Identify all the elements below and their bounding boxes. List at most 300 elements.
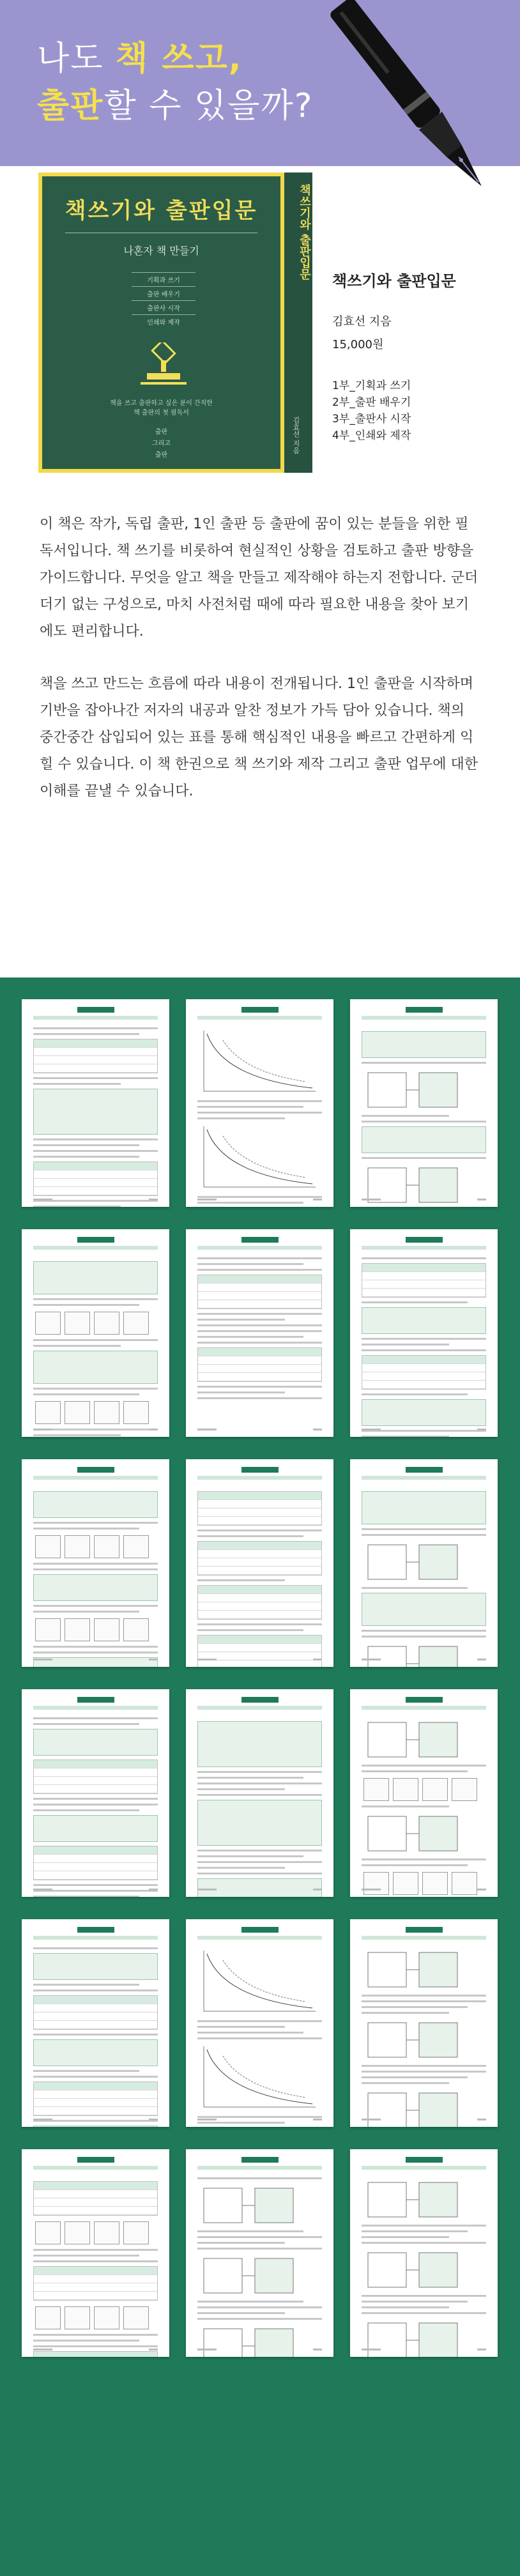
- highlight-box: [33, 1953, 158, 1980]
- sample-page-thumbnail: [186, 1229, 333, 1437]
- sample-page-body: [362, 1257, 486, 1418]
- text-line: [33, 1083, 121, 1085]
- sample-page-section-tag: [406, 1007, 443, 1013]
- text-line: [197, 1196, 322, 1198]
- sample-page-thumbnail: [22, 999, 169, 1207]
- sample-page-thumbnail: [22, 1229, 169, 1437]
- description-paragraph-1: 이 책은 작가, 독립 출판, 1인 출판 등 출판에 꿈이 있는 분들을 위한 필독서입니다. 책 쓰기를 비롯하여 현실적인 상황을 검토하고 출판 방향을 가이드합니다. 무엇을 알고 책을 만들고 제작해야 하는지 전합니다. 군더더기 없는 구성으로, 마치 사전처럼 때에 따라 필요한 내용을 찾아 보기에도 편리합니다.: [40, 516, 478, 640]
- text-line: [33, 1809, 139, 1811]
- text-line: [197, 2026, 285, 2028]
- sample-page-footer: [197, 2349, 322, 2350]
- sample-page-section-tag: [77, 1007, 114, 1013]
- sample-page-thumbnail: [186, 2149, 333, 2357]
- sample-page-body: [362, 1027, 486, 1188]
- text-line: [362, 2306, 449, 2308]
- text-line: [197, 2312, 285, 2314]
- sample-page-header-bar: [33, 1246, 158, 1250]
- text-line: [197, 1873, 322, 1874]
- sample-page-footer: [33, 1889, 158, 1890]
- text-line: [197, 2032, 303, 2034]
- highlight-box: [362, 1399, 486, 1426]
- table-block: [197, 1635, 322, 1667]
- sample-page-header-bar: [362, 1476, 486, 1480]
- text-line: [33, 1434, 121, 1436]
- text-line: [33, 2255, 139, 2257]
- headline: [37, 35, 313, 130]
- text-line: [197, 1788, 285, 1790]
- book-cover-image: [38, 172, 313, 473]
- text-line: [362, 2012, 449, 2014]
- text-line: [197, 2122, 285, 2124]
- cover-contents-list: [132, 272, 195, 328]
- table-block: [33, 2351, 158, 2357]
- figure-illustration: [362, 1068, 483, 1112]
- sample-page-body: [197, 1257, 322, 1418]
- text-line: [362, 2082, 449, 2084]
- text-line: [33, 1138, 158, 1140]
- text-line: [362, 1765, 486, 1767]
- curve-chart-figure: [197, 1027, 319, 1098]
- sample-page-footer: [197, 1429, 322, 1430]
- text-line: [33, 2340, 139, 2342]
- text-line: [197, 2242, 285, 2244]
- text-line: [33, 1393, 139, 1395]
- book-description: [40, 511, 480, 831]
- text-line: [197, 2230, 303, 2232]
- diagram-boxes: [33, 1616, 158, 1646]
- highlight-box: [197, 1800, 322, 1846]
- table-block: [33, 1995, 158, 2030]
- text-line: [33, 2260, 158, 2262]
- text-line: [33, 1652, 158, 1653]
- sample-page-body: [362, 1947, 486, 2108]
- text-line: [197, 1342, 322, 1344]
- sample-page-thumbnail: [22, 2149, 169, 2357]
- text-line: [33, 1528, 139, 1529]
- sample-page-header-bar: [362, 1706, 486, 1710]
- text-line: [362, 1805, 449, 1807]
- figure-illustration: [362, 1717, 483, 1762]
- sample-page-body: [33, 1947, 158, 2108]
- text-line: [197, 1100, 322, 1102]
- text-line: [197, 1579, 285, 1581]
- text-line: [33, 1206, 121, 1207]
- figure-illustration: [362, 2177, 483, 2222]
- text-line: [197, 1112, 322, 1114]
- text-line: [362, 2006, 468, 2008]
- cover-title: 책쓰기와 출판입문: [65, 198, 258, 224]
- table-block: [197, 1275, 322, 1309]
- sample-page-header-bar: [33, 2166, 158, 2170]
- description-paragraph-2: 책을 쓰고 만드는 흐름에 따라 내용이 전개됩니다. 1인 출판을 시작하며 기반을 잡아나간 저자의 내공과 알찬 정보가 가득 담아 있습니다. 책의 중간중간 삽입되어 있는 표를 통해 핵심적인 내용을 빠르고 간편하게 익힐 수 있습니다. 이 책 한권으로 책 쓰기와 제작 그리고 출판 업무에 대한 이해를 끝낼 수 있습니다.: [40, 676, 478, 799]
- sample-page-thumbnail: [350, 1459, 498, 1667]
- sample-page-header-bar: [33, 1706, 158, 1710]
- table-block: [33, 2082, 158, 2116]
- diagram-boxes: [33, 1310, 158, 1339]
- product-parts-list: [332, 378, 498, 444]
- table-block: [197, 1541, 322, 1575]
- text-line: [362, 2242, 486, 2244]
- text-line: [197, 1313, 322, 1315]
- table-block: [33, 2181, 158, 2216]
- sample-page-thumbnail: [186, 1689, 333, 1897]
- cover-list-item: 인쇄와 제작: [132, 314, 195, 328]
- text-line: [33, 2034, 158, 2035]
- sample-page-section-tag: [77, 1927, 114, 1933]
- sample-page-section-tag: [77, 1697, 114, 1703]
- sample-page-header-bar: [197, 1246, 322, 1250]
- sample-page-body: [197, 1947, 322, 2108]
- sample-page-header-bar: [33, 1016, 158, 1020]
- highlight-box: [33, 1089, 158, 1135]
- sample-page-thumbnail: [22, 1459, 169, 1667]
- text-line: [33, 1568, 158, 1570]
- highlight-box: [33, 1261, 158, 1294]
- figure-illustration: [362, 2248, 483, 2292]
- figure-illustration: [362, 1641, 483, 1667]
- text-line: [197, 1324, 322, 1326]
- sample-page-thumbnail: [350, 1689, 498, 1897]
- text-line: [197, 1794, 322, 1796]
- diagram-boxes: [33, 1533, 158, 1563]
- text-line: [197, 1336, 303, 1338]
- text-line: [362, 1995, 486, 1997]
- spine-author: 김효선 지음: [292, 416, 300, 454]
- text-line: [362, 1157, 486, 1159]
- text-line: [362, 2076, 468, 2078]
- text-line: [362, 1630, 486, 1632]
- sample-page-footer: [33, 1659, 158, 1660]
- text-line: [362, 2295, 486, 2297]
- text-line: [197, 1117, 285, 1119]
- text-line: [33, 1723, 139, 1725]
- product-author: 김효선 지음: [332, 315, 392, 328]
- text-line: [33, 1605, 158, 1607]
- diagram-boxes: [362, 1776, 486, 1805]
- part-item: 2부_출판 배우기: [332, 396, 411, 409]
- curve-chart-figure: [197, 1123, 319, 1193]
- sample-page-section-tag: [241, 1237, 279, 1243]
- highlight-box: [362, 1031, 486, 1058]
- sample-page-header-bar: [197, 1476, 322, 1480]
- text-line: [197, 1782, 322, 1784]
- table-block: [197, 1585, 322, 1620]
- sample-page-section-tag: [406, 1467, 443, 1473]
- figure-illustration: [362, 1811, 483, 1856]
- sample-page-body: [197, 2177, 322, 2338]
- sample-page-section-tag: [241, 2157, 279, 2163]
- curve-chart-figure: [197, 1947, 319, 2018]
- book-spine: [284, 172, 312, 473]
- cover-list-item: 출판 배우기: [132, 286, 195, 300]
- text-line: [362, 1528, 486, 1530]
- part-item: 4부_인쇄와 제작: [332, 429, 411, 442]
- text-line: [362, 1301, 468, 1303]
- sample-page-body: [33, 2177, 158, 2338]
- sample-page-header-bar: [362, 1246, 486, 1250]
- text-line: [33, 1388, 158, 1390]
- sample-page-section-tag: [406, 1237, 443, 1243]
- diagram-boxes: [33, 1399, 158, 1429]
- sample-page-header-bar: [197, 1936, 322, 1940]
- highlight-box: [33, 1729, 158, 1756]
- sample-page-footer: [197, 2119, 322, 2120]
- sample-page-body: [33, 1027, 158, 1188]
- text-line: [197, 1777, 303, 1779]
- text-line: [197, 1386, 322, 1388]
- highlight-box: [33, 1351, 158, 1384]
- headline-part2: 할 수 있을까?: [103, 87, 314, 125]
- text-line: [33, 2334, 158, 2336]
- sample-page-body: [33, 1487, 158, 1648]
- text-line: [33, 2076, 158, 2078]
- text-line: [197, 1263, 303, 1265]
- text-line: [197, 1257, 322, 1259]
- product-info: [332, 268, 498, 444]
- cover-list-item: 기획과 쓰기: [132, 272, 195, 286]
- text-line: [197, 1397, 322, 1399]
- sample-page-header-bar: [362, 2166, 486, 2170]
- sample-page-footer: [362, 1199, 486, 1200]
- text-line: [197, 2236, 322, 2238]
- text-line: [33, 2249, 158, 2251]
- sample-page-section-tag: [406, 1927, 443, 1933]
- sample-page-thumbnail: [186, 999, 333, 1207]
- sample-page-thumbnail: [350, 1229, 498, 1437]
- text-line: [33, 1646, 158, 1648]
- sample-page-thumbnail: [22, 1689, 169, 1897]
- highlight-box: [33, 1491, 158, 1518]
- figure-illustration: [362, 1947, 483, 1992]
- spine-title: 책쓰기와 출판입문: [298, 184, 311, 280]
- text-line: [197, 2037, 322, 2039]
- highlight-box: [33, 1574, 158, 1601]
- text-line: [362, 2236, 449, 2238]
- text-line: [362, 2312, 486, 2314]
- text-line: [33, 1033, 139, 1035]
- headline-highlight-1: 책 쓰고,: [116, 40, 243, 78]
- highlight-box: [33, 2126, 158, 2127]
- cover-tagline: [42, 399, 280, 418]
- text-line: [33, 1984, 139, 1986]
- text-line: [33, 1304, 139, 1306]
- text-line: [33, 1345, 121, 1347]
- text-line: [197, 1392, 285, 1393]
- text-line: [362, 1344, 449, 1346]
- text-line: [33, 1298, 158, 1300]
- sample-page-section-tag: [241, 1007, 279, 1013]
- cover-tagline-line2: 책 출판의 첫 필독서: [134, 410, 189, 417]
- text-line: [33, 1611, 139, 1613]
- figure-illustration: [362, 2318, 483, 2357]
- product-title: 책쓰기와 출판입문: [332, 272, 456, 290]
- figure-illustration: [197, 2324, 319, 2357]
- sample-page-body: [33, 1717, 158, 1878]
- text-line: [197, 2248, 322, 2250]
- figure-illustration: [197, 2253, 319, 2298]
- sample-page-footer: [33, 1429, 158, 1430]
- figure-illustration: [197, 2183, 319, 2228]
- sample-page-footer: [197, 1199, 322, 1200]
- text-line: [197, 2301, 303, 2303]
- sample-page-body: [197, 1487, 322, 1648]
- hero-section: [0, 0, 520, 939]
- text-line: [362, 1338, 486, 1340]
- text-line: [33, 1896, 139, 1897]
- sample-page-header-bar: [197, 1706, 322, 1710]
- text-line: [33, 2070, 139, 2072]
- text-line: [362, 1587, 468, 1589]
- sample-page-header-bar: [197, 1016, 322, 1020]
- sample-page-header-bar: [33, 1476, 158, 1480]
- text-line: [197, 1529, 322, 1531]
- part-item: 1부_기획과 쓰기: [332, 379, 411, 392]
- cover-keyword: 출판: [155, 429, 168, 436]
- text-line: [33, 1077, 158, 1079]
- text-line: [197, 2177, 322, 2179]
- text-line: [197, 1202, 303, 1204]
- sample-page-section-tag: [77, 2157, 114, 2163]
- text-line: [362, 2000, 486, 2002]
- text-line: [362, 1121, 486, 1123]
- text-line: [33, 1798, 158, 1800]
- text-line: [197, 2318, 322, 2320]
- figure-illustration: [362, 1540, 483, 1584]
- sample-page-section-tag: [406, 2157, 443, 2163]
- text-line: [362, 1859, 486, 1860]
- highlight-box: [362, 1307, 486, 1334]
- text-line: [33, 1884, 158, 1886]
- sample-page-thumbnail: [22, 1919, 169, 2127]
- highlight-box: [197, 1721, 322, 1767]
- text-line: [197, 1269, 322, 1271]
- cover-keyword: 출판: [155, 452, 168, 459]
- text-line: [197, 1623, 322, 1625]
- highlight-box: [362, 1491, 486, 1524]
- text-line: [362, 1534, 486, 1536]
- figure-illustration: [362, 2088, 483, 2127]
- sample-page-thumbnail: [350, 999, 498, 1207]
- part-item: 3부_출판사 시작: [332, 413, 411, 425]
- text-line: [33, 1027, 158, 1029]
- sample-page-header-bar: [362, 1016, 486, 1020]
- table-block: [362, 1263, 486, 1298]
- sample-page-footer: [362, 2119, 486, 2120]
- table-block: [197, 1347, 322, 1382]
- diagram-boxes: [33, 2220, 158, 2249]
- text-line: [33, 1717, 158, 1719]
- table-block: [33, 2266, 158, 2301]
- headline-part1: 나도: [37, 40, 116, 78]
- text-line: [197, 1850, 322, 1851]
- text-line: [197, 1330, 322, 1332]
- sample-page-footer: [33, 1199, 158, 1200]
- table-block: [33, 1846, 158, 1880]
- sample-page-section-tag: [406, 1697, 443, 1703]
- sample-page-footer: [33, 2349, 158, 2350]
- sample-page-header-bar: [33, 1936, 158, 1940]
- sample-page-header-bar: [197, 2166, 322, 2170]
- sample-page-section-tag: [241, 1467, 279, 1473]
- sample-page-footer: [362, 2349, 486, 2350]
- sample-page-body: [362, 1487, 486, 1648]
- text-line: [197, 2306, 322, 2308]
- text-line: [33, 1150, 158, 1152]
- sample-page-body: [33, 1257, 158, 1418]
- sample-page-footer: [362, 1429, 486, 1430]
- sample-page-thumbnail: [186, 1919, 333, 2127]
- text-line: [197, 1629, 303, 1631]
- text-line: [362, 1393, 468, 1395]
- table-block: [197, 1491, 322, 1526]
- text-line: [197, 2116, 322, 2118]
- text-line: [197, 1855, 303, 1857]
- curve-chart-figure: [197, 2043, 319, 2113]
- cover-keywords: [42, 427, 280, 461]
- text-line: [362, 2301, 468, 2303]
- text-line: [33, 1804, 158, 1805]
- text-line: [33, 1339, 158, 1341]
- text-line: [362, 2065, 486, 2067]
- text-line: [33, 1947, 158, 1949]
- text-line: [362, 1349, 486, 1351]
- sample-page-thumbnail: [186, 1459, 333, 1667]
- table-block: [362, 1355, 486, 1390]
- text-line: [197, 2020, 322, 2022]
- highlight-box: [362, 1593, 486, 1626]
- sample-page-footer: [362, 1889, 486, 1890]
- highlight-box: [197, 1878, 322, 1897]
- sample-page-section-tag: [77, 1467, 114, 1473]
- text-line: [197, 1535, 303, 1537]
- sample-page-thumbnail: [350, 1919, 498, 2127]
- text-line: [362, 2230, 468, 2232]
- sample-page-body: [197, 1717, 322, 1878]
- product-price: 15,000원: [332, 338, 384, 351]
- sample-page-section-tag: [77, 1237, 114, 1243]
- book-stand-icon: [138, 342, 189, 387]
- text-line: [33, 2345, 158, 2347]
- text-line: [362, 1770, 468, 1772]
- text-line: [197, 1861, 322, 1863]
- highlight-box: [33, 1815, 158, 1842]
- text-line: [33, 1156, 139, 1158]
- highlight-box: [362, 1126, 486, 1153]
- sample-pages-grid: [22, 999, 498, 2357]
- sample-page-body: [197, 1027, 322, 1188]
- figure-illustration: [362, 2018, 483, 2062]
- sample-page-section-tag: [241, 1697, 279, 1703]
- cover-list-item: 출판사 시작: [132, 300, 195, 314]
- sample-page-footer: [197, 1659, 322, 1660]
- cover-keyword: 그리고: [152, 440, 171, 447]
- cover-tagline-line1: 책을 쓰고 출판하고 싶은 분이 간직한: [110, 400, 213, 407]
- text-line: [197, 1106, 303, 1108]
- text-line: [197, 1771, 322, 1773]
- sample-page-footer: [197, 1889, 322, 1890]
- text-line: [362, 1257, 486, 1259]
- text-line: [33, 1522, 158, 1524]
- text-line: [362, 1115, 449, 1117]
- sample-page-footer: [33, 2119, 158, 2120]
- cover-subtitle: 나혼자 책 만들기: [123, 245, 199, 257]
- sample-page-footer: [362, 1659, 486, 1660]
- sample-pages-section: [0, 977, 520, 2576]
- table-block: [33, 1759, 158, 1794]
- sample-page-thumbnail: [350, 2149, 498, 2357]
- highlight-box: [33, 2039, 158, 2066]
- headline-highlight-2: 출판: [37, 87, 104, 125]
